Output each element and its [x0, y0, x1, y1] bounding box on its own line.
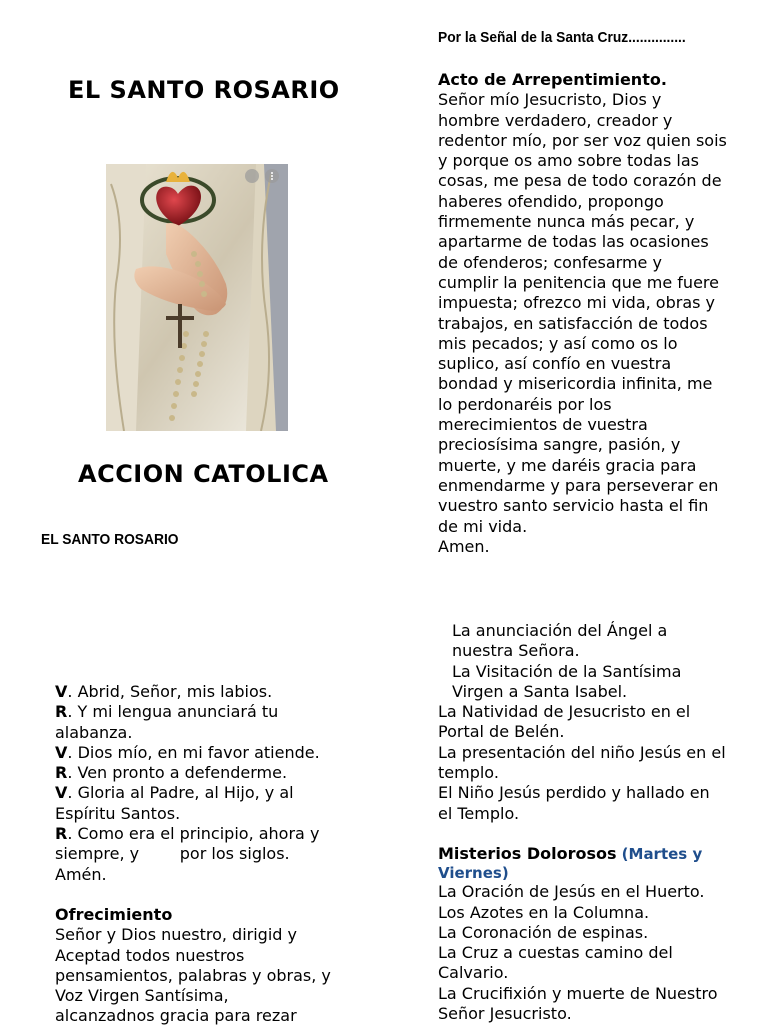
versicle-line: siempre, y por los siglos.: [55, 844, 290, 864]
acto-line: y porque os amo sobre todas las: [438, 151, 699, 171]
mystery-line: La Visitación de la Santísima: [452, 661, 682, 681]
acto-line: preciosísima sangre, pasión, y: [438, 435, 681, 455]
versicle-line: Amén.: [55, 864, 107, 884]
acto-line: muerte, y me daréis gracia para: [438, 455, 697, 475]
ofrecimiento-heading: Ofrecimiento: [55, 904, 173, 924]
versicle-line: alabanza.: [55, 722, 133, 742]
versicle-line: V. Abrid, Señor, mis labios.: [55, 682, 273, 701]
dolorosos-days-cont: Viernes): [438, 864, 509, 883]
mystery-line: Calvario.: [438, 963, 509, 983]
versicle-line: R. Y mi lengua anunciará tu: [55, 702, 279, 722]
document-title: EL SANTO ROSARIO: [68, 76, 340, 104]
versicle-line: R. Ven pronto a defenderme.: [55, 763, 288, 783]
acto-line: cosas, me pesa de todo corazón de: [438, 171, 722, 191]
acto-heading: Acto de Arrepentimiento.: [438, 70, 667, 89]
acto-line: de ofenderos; confesarme y: [438, 252, 662, 272]
section-subtitle: EL SANTO ROSARIO: [41, 531, 179, 548]
acto-block: [438, 70, 768, 557]
gozosos-block: [438, 621, 768, 1024]
mystery-line: La Natividad de Jesucristo en el: [438, 702, 691, 722]
mystery-line: La presentación del niño Jesús en el: [438, 742, 726, 762]
acto-line: suplico, así confío en vuestra: [438, 354, 672, 374]
acto-line: trabajos, en satisfacción de todos: [438, 313, 708, 333]
versicle-line: Espíritu Santos.: [55, 803, 181, 823]
acto-line: lo perdonaréis por los: [438, 394, 612, 414]
ofrecimiento-line: Voz Virgen Santísima,: [55, 986, 229, 1006]
acto-line: Señor mío Jesucristo, Dios y: [438, 90, 662, 110]
versicle-line: V. Dios mío, en mi favor atiende.: [55, 742, 320, 762]
mystery-line: Señor Jesucristo.: [438, 1004, 572, 1024]
ofrecimiento-line: pensamientos, palabras y obras, y: [55, 965, 331, 985]
acto-line: vuestro santo servicio hasta el fin: [438, 496, 709, 516]
mystery-line: La Oración de Jesús en el Huerto.: [438, 882, 705, 902]
acto-line: apartarme de todas las ocasiones: [438, 232, 709, 252]
virgin-rosary-image: [106, 164, 288, 431]
acto-line: firmemente nunca más pecar, y: [438, 212, 695, 232]
sign-of-cross: Por la Señal de la Santa Cruz...............: [438, 29, 686, 46]
acto-line: bondad y misericordia infinita, me: [438, 374, 713, 394]
ofrecimiento-line: Señor y Dios nuestro, dirigid y: [55, 925, 297, 945]
mystery-line: Virgen a Santa Isabel.: [452, 681, 628, 701]
organization-title: ACCION CATOLICA: [78, 460, 329, 488]
acto-line: redentor mío, por ser voz quien sois: [438, 130, 727, 150]
versicle-line: V. Gloria al Padre, al Hijo, y al: [55, 783, 294, 803]
dolorosos-days: (Martes y: [621, 844, 703, 863]
mystery-line: el Templo.: [438, 803, 520, 823]
acto-line: Amen.: [438, 536, 490, 556]
mystery-line: Los Azotes en la Columna.: [438, 902, 650, 922]
versicle-line: R. Como era el principio, ahora y: [55, 824, 320, 844]
acto-line: merecimientos de vuestra: [438, 415, 648, 435]
dolorosos-heading: Misterios Dolorosos (Martes y: [438, 843, 703, 863]
mystery-line: nuestra Señora.: [452, 641, 580, 661]
acto-line: hombre verdadero, creador y: [438, 110, 673, 130]
mystery-line: La Coronación de espinas.: [438, 922, 649, 942]
mystery-line: El Niño Jesús perdido y hallado en: [438, 783, 710, 803]
versicles-block: [55, 682, 385, 1027]
acto-line: impuesta; ofrezco mi vida, obras y: [438, 293, 716, 313]
acto-line: cumplir la penitencia que me fuere: [438, 272, 719, 292]
ofrecimiento-line: alcanzadnos gracia para rezar: [55, 1006, 297, 1026]
mystery-line: Portal de Belén.: [438, 722, 565, 742]
mystery-line: templo.: [438, 763, 499, 783]
ofrecimiento-line: Aceptad todos nuestros: [55, 945, 245, 965]
mystery-line: La Cruz a cuestas camino del: [438, 943, 673, 963]
acto-line: enmendarme y para perseverar en: [438, 475, 719, 495]
acto-line: de mi vida.: [438, 516, 528, 536]
mystery-line: La anunciación del Ángel a: [452, 621, 668, 640]
mystery-line: La Crucifixión y muerte de Nuestro: [438, 983, 718, 1003]
acto-line: mis pecados; y así como os lo: [438, 333, 678, 353]
acto-line: haberes ofendido, propongo: [438, 191, 664, 211]
